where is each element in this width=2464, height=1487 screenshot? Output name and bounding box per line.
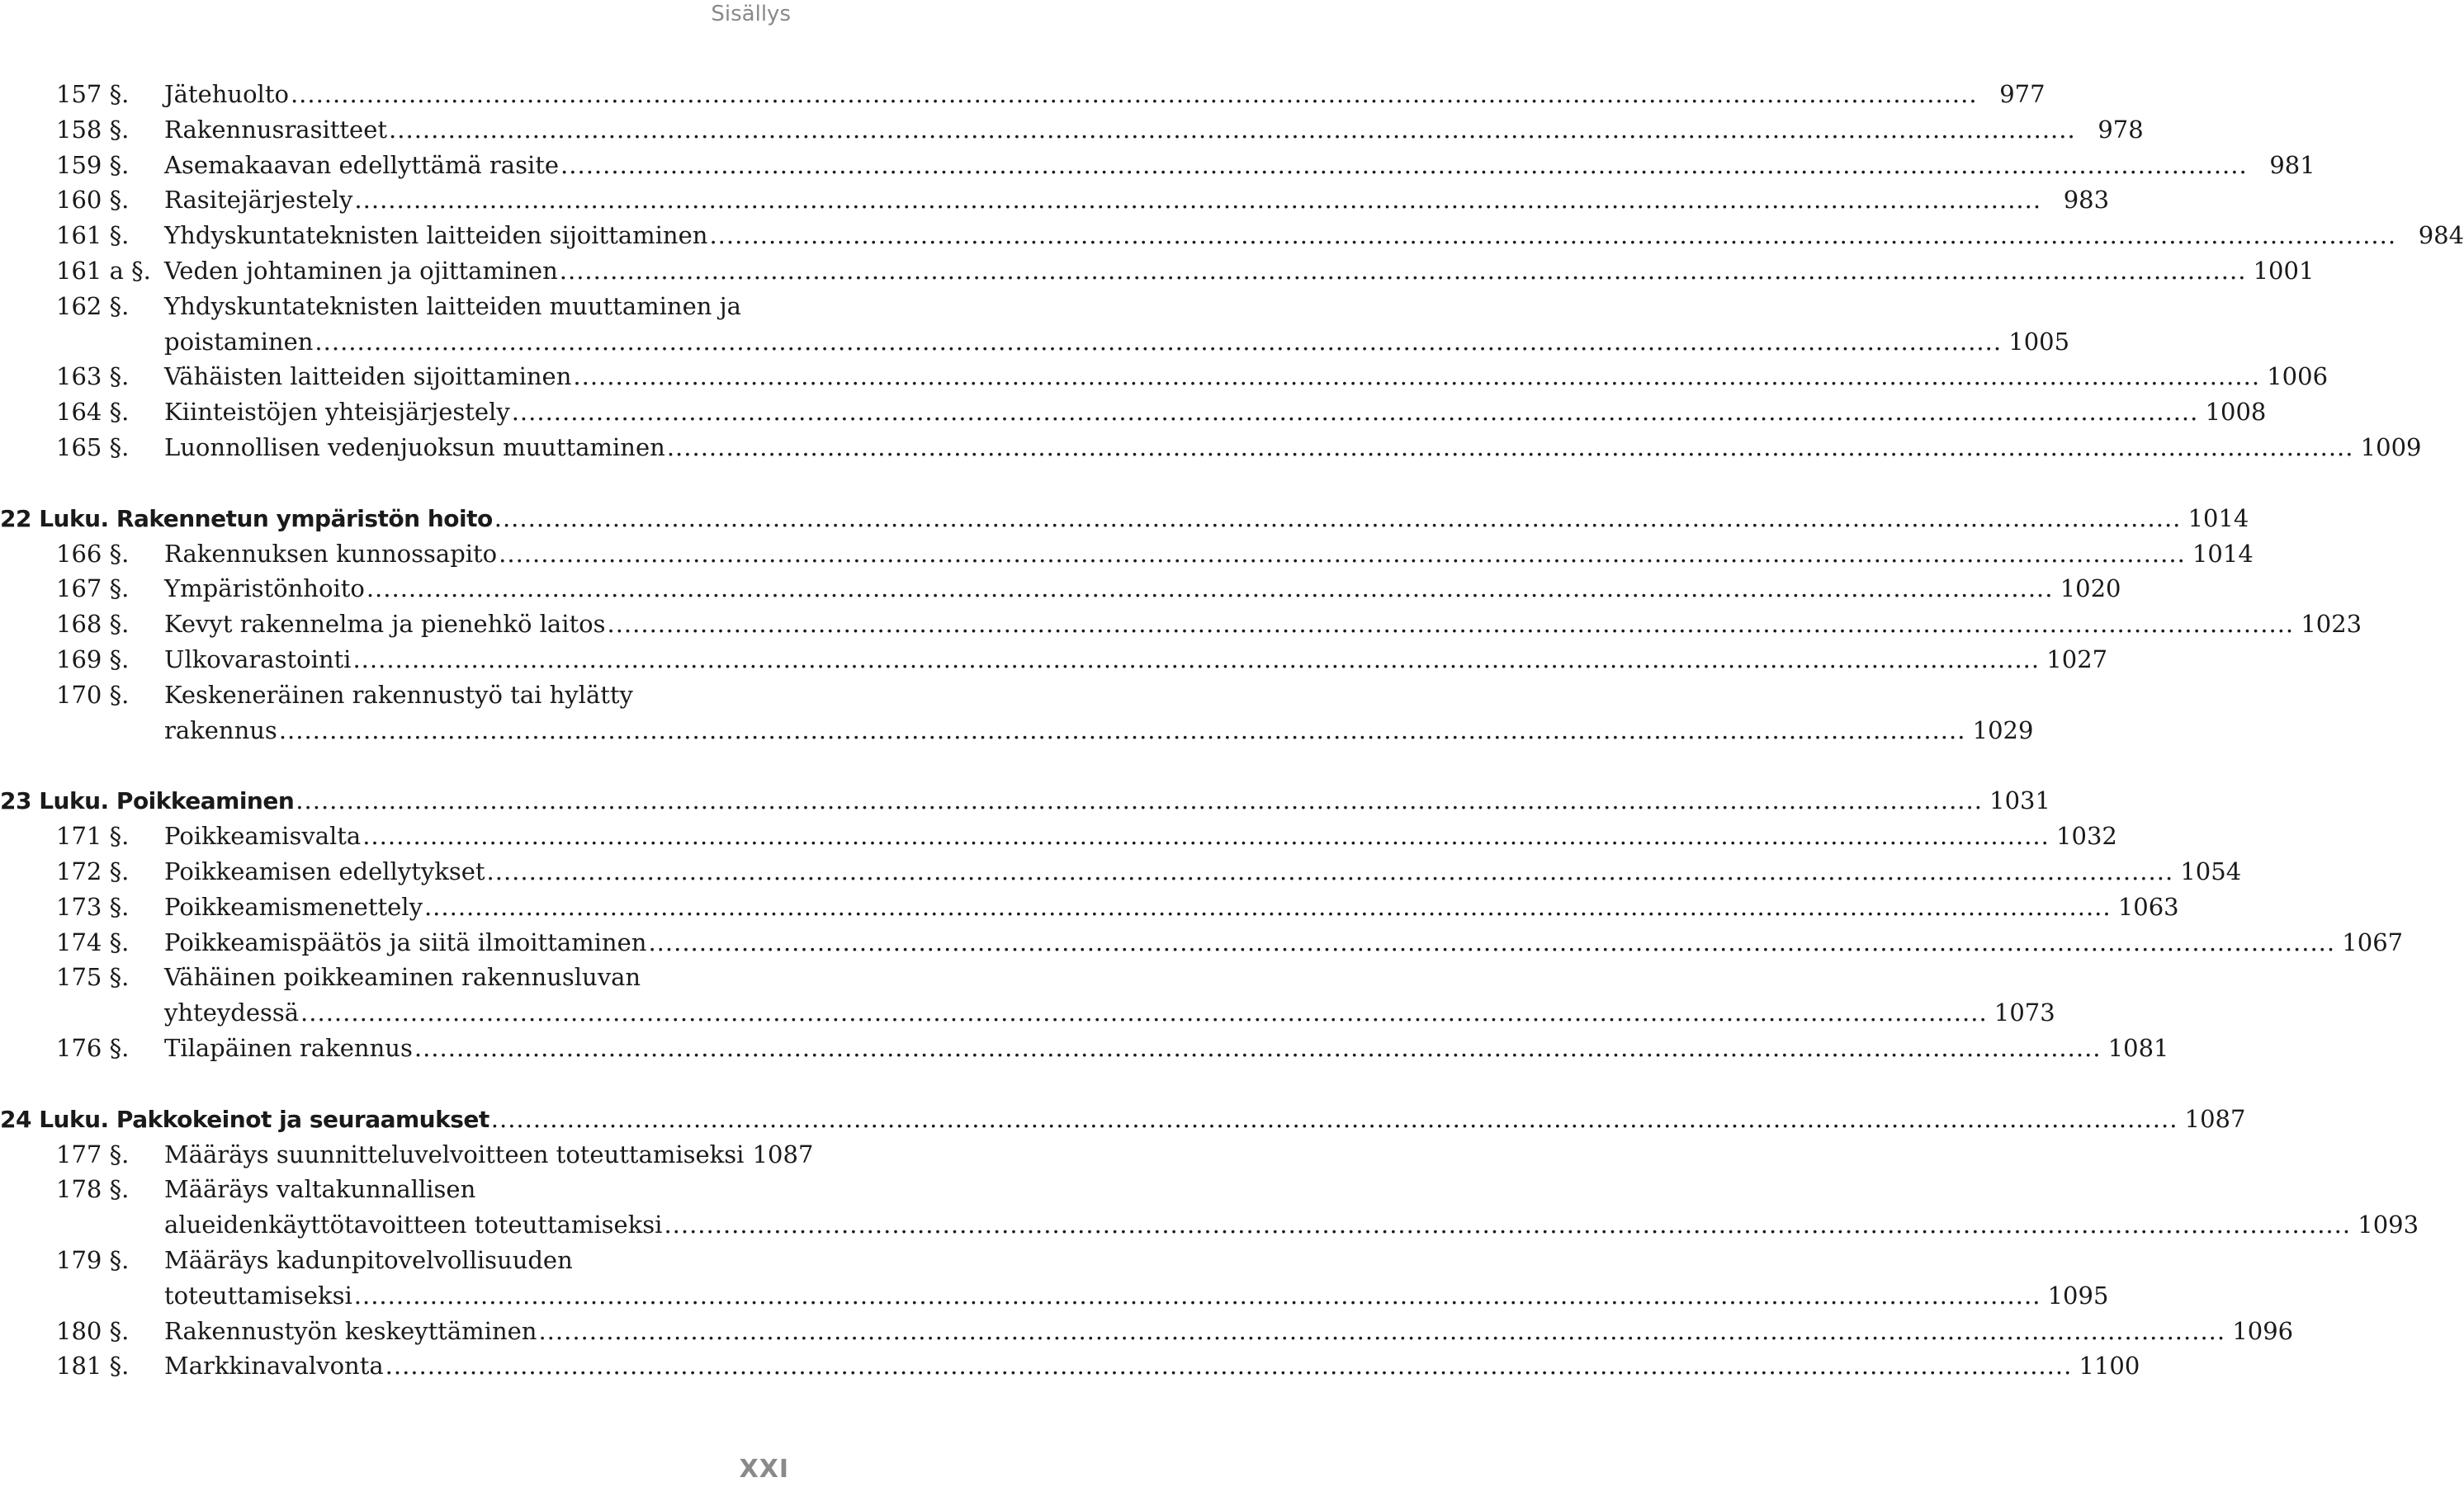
entry-page: 1029 <box>1972 715 2034 744</box>
leader-dots <box>315 324 2002 360</box>
entry-page: 1054 <box>2180 857 2242 885</box>
toc-entry[interactable] <box>0 925 2404 961</box>
section-number: 173 §. <box>56 892 130 921</box>
entry-page: 1087 <box>752 1140 814 1168</box>
entry-title: Ympäristönhoito <box>164 574 365 603</box>
toc-entry[interactable] <box>0 148 2315 183</box>
toc-entry[interactable] <box>0 394 2267 430</box>
leader-dots <box>648 925 2335 961</box>
leader-dots <box>538 1314 2225 1349</box>
section-number: 180 §. <box>56 1316 130 1345</box>
section-number: 171 §. <box>56 822 130 851</box>
entry-title-line1: Määräys kadunpitovelvollisuuden <box>164 1245 573 1274</box>
entry-title: poistaminen <box>164 327 314 356</box>
entry-title: toteuttamiseksi <box>164 1281 352 1310</box>
entry-title: Poikkeamisen edellytykset <box>164 857 485 885</box>
entry-title: Poikkeamisvalta <box>164 822 362 851</box>
leader-dots <box>607 607 2294 642</box>
section-number: 167 §. <box>56 574 130 603</box>
toc-entry-continuation[interactable] <box>0 1278 2109 1314</box>
toc-entry[interactable] <box>0 854 2242 890</box>
toc-entry[interactable] <box>0 1172 792 1207</box>
chapter-heading-24[interactable] <box>0 1102 2246 1137</box>
toc-entry-continuation[interactable] <box>0 324 2070 360</box>
entry-title: Rakennuksen kunnossapito <box>164 539 498 568</box>
section-number: 169 §. <box>56 644 130 673</box>
section-number: 166 §. <box>56 539 130 568</box>
entry-page: 1008 <box>2205 398 2267 427</box>
entry-page: 1073 <box>1993 998 2055 1027</box>
entry-title: Poikkeamispäätös ja siitä ilmoittaminen <box>164 928 647 956</box>
chapter-heading-23[interactable] <box>0 783 2050 819</box>
table-of-contents <box>0 77 2464 1384</box>
entry-title-line1: Määräys valtakunnallisen <box>164 1175 476 1204</box>
section-number: 162 §. <box>56 291 130 320</box>
entry-title: Rakennustyön keskeyttäminen <box>164 1316 537 1345</box>
leader-dots <box>279 713 1966 748</box>
toc-entry[interactable] <box>0 289 792 324</box>
leader-dots <box>389 112 2076 148</box>
entry-page: 978 <box>2097 115 2144 144</box>
entry-page: 1095 <box>2047 1281 2109 1310</box>
leader-dots <box>560 253 2247 289</box>
entry-title: Poikkeamismenettely <box>164 892 423 921</box>
entry-page: 984 <box>2418 221 2464 250</box>
leader-dots <box>573 359 2260 394</box>
leader-dots <box>664 1207 2351 1243</box>
toc-entry[interactable] <box>0 1031 2169 1066</box>
chapter-page: 1087 <box>2184 1104 2246 1133</box>
page-number: XXI <box>739 1455 789 1484</box>
entry-title-line1: Vähäinen poikkeaminen rakennusluvan <box>164 963 641 992</box>
leader-dots <box>296 783 1983 819</box>
leader-dots <box>354 1278 2041 1314</box>
toc-entry[interactable] <box>0 1137 814 1173</box>
leader-dots <box>667 430 2354 465</box>
leader-dots <box>414 1031 2102 1066</box>
entry-page: 1027 <box>2046 644 2108 673</box>
section-gap <box>0 748 792 783</box>
entry-title: Jätehuolto <box>164 80 289 108</box>
section-gap <box>0 465 792 501</box>
toc-entry-continuation[interactable] <box>0 995 2055 1031</box>
toc-entry[interactable] <box>0 890 2179 925</box>
toc-entry[interactable] <box>0 571 2121 607</box>
toc-block-3 <box>0 819 2404 1066</box>
toc-block-1 <box>0 77 2464 465</box>
entry-title: Markkinavalvonta <box>164 1352 384 1381</box>
section-number: 170 §. <box>56 680 130 709</box>
section-number: 176 §. <box>56 1033 130 1062</box>
entry-page: 1005 <box>2008 327 2070 356</box>
entry-title: Kiinteistöjen yhteisjärjestely <box>164 398 510 427</box>
entry-title-line1: Yhdyskuntateknisten laitteiden muuttaminen ja <box>164 291 741 320</box>
section-number: 178 §. <box>56 1175 130 1204</box>
toc-entry[interactable] <box>0 642 2108 677</box>
chapter-page: 1031 <box>1989 786 2050 815</box>
running-header: Sisällys <box>711 2 791 26</box>
chapter-title: 22 Luku. Rakennetun ympäristön hoito <box>0 504 493 532</box>
toc-entry[interactable] <box>0 960 792 995</box>
entry-title: rakennus <box>164 715 277 744</box>
entry-page: 1093 <box>2358 1211 2419 1239</box>
section-number: 179 §. <box>56 1245 130 1274</box>
entry-title: Määräys suunnitteluvelvoitteen toteuttamiseksi <box>164 1140 745 1168</box>
entry-title: Kevyt rakennelma ja pienehkö laitos <box>164 610 606 639</box>
toc-entry[interactable] <box>0 182 2110 218</box>
entry-title: Tilapäinen rakennus <box>164 1033 413 1062</box>
leader-dots <box>512 394 2199 430</box>
leader-dots <box>491 1102 2178 1137</box>
entry-title: Luonnollisen vedenjuoksun muuttaminen <box>164 432 665 461</box>
leader-dots <box>385 1348 2073 1384</box>
toc-block-2 <box>0 536 2362 748</box>
leader-dots <box>424 890 2112 925</box>
leader-dots <box>291 77 1978 112</box>
toc-entry-continuation[interactable] <box>0 713 2034 748</box>
entry-title: Veden johtaminen ja ojittaminen <box>164 256 558 285</box>
entry-title: Vähäisten laitteiden sijoittaminen <box>164 362 572 391</box>
entry-page: 1032 <box>2056 822 2117 851</box>
toc-entry[interactable] <box>0 1314 2294 1349</box>
toc-entry[interactable] <box>0 359 2329 394</box>
section-number: 172 §. <box>56 857 130 885</box>
entry-title: yhteydessä <box>164 998 300 1027</box>
section-gap <box>0 1066 792 1102</box>
section-number: 165 §. <box>56 432 130 461</box>
section-number: 161 a §. <box>56 256 151 285</box>
entry-title: Rakennusrasitteet <box>164 115 388 144</box>
entry-page: 1063 <box>2117 892 2179 921</box>
toc-entry[interactable] <box>0 819 2117 854</box>
toc-entry[interactable] <box>0 1348 2140 1384</box>
chapter-title: 23 Luku. Poikkeaminen <box>0 787 295 815</box>
entry-page: 1096 <box>2232 1316 2294 1345</box>
section-number: 174 §. <box>56 928 130 956</box>
chapter-heading-22[interactable] <box>0 501 2249 536</box>
section-number: 159 §. <box>56 150 130 179</box>
entry-page: 983 <box>2063 186 2110 215</box>
entry-title: alueidenkäyttötavoitteen toteuttamiseksi <box>164 1211 663 1239</box>
entry-page: 981 <box>2269 150 2315 179</box>
leader-dots <box>487 854 2174 890</box>
leader-dots <box>352 642 2040 677</box>
entry-page: 1023 <box>2301 610 2362 639</box>
leader-dots <box>709 218 2396 253</box>
section-number: 175 §. <box>56 963 130 992</box>
section-number: 164 §. <box>56 398 130 427</box>
leader-dots <box>354 182 2041 218</box>
chapter-page: 1014 <box>2187 503 2249 532</box>
section-number: 161 §. <box>56 221 130 250</box>
leader-dots <box>560 148 2248 183</box>
section-number: 181 §. <box>56 1352 130 1381</box>
section-number: 160 §. <box>56 186 130 215</box>
entry-page: 1081 <box>2107 1033 2169 1062</box>
toc-entry[interactable] <box>0 112 2144 148</box>
toc-entry[interactable] <box>0 677 792 713</box>
toc-entry-continuation[interactable] <box>0 1207 2419 1243</box>
leader-dots <box>367 571 2054 607</box>
chapter-title: 24 Luku. Pakkokeinot ja seuraamukset <box>0 1105 489 1133</box>
section-number: 163 §. <box>56 362 130 391</box>
entry-title: Ulkovarastointi <box>164 644 352 673</box>
section-number: 157 §. <box>56 80 130 108</box>
entry-page: 977 <box>1999 80 2045 108</box>
entry-page: 1067 <box>2342 928 2404 956</box>
leader-dots <box>362 819 2050 854</box>
entry-title-line1: Keskeneräinen rakennustyö tai hylätty <box>164 680 633 709</box>
toc-entry[interactable] <box>0 607 2362 642</box>
leader-dots <box>494 501 2182 536</box>
toc-block-4 <box>0 1137 2419 1385</box>
entry-page: 1020 <box>2060 574 2121 603</box>
toc-entry[interactable] <box>0 1243 792 1278</box>
toc-entry[interactable] <box>0 77 2045 112</box>
entry-page: 1001 <box>2253 256 2315 285</box>
toc-entry[interactable] <box>0 536 2254 572</box>
entry-page: 1014 <box>2192 539 2254 568</box>
toc-entry[interactable] <box>0 218 2464 253</box>
entry-page: 1009 <box>2360 432 2422 461</box>
leader-dots <box>499 536 2186 572</box>
toc-entry[interactable] <box>0 253 2315 289</box>
entry-page: 1006 <box>2267 362 2329 391</box>
section-number: 177 §. <box>56 1140 130 1168</box>
entry-title: Rasitejärjestely <box>164 186 353 215</box>
section-number: 158 §. <box>56 115 130 144</box>
entry-page: 1100 <box>2079 1352 2140 1381</box>
entry-title: Asemakaavan edellyttämä rasite <box>164 150 560 179</box>
entry-title: Yhdyskuntateknisten laitteiden sijoittaminen <box>164 221 708 250</box>
leader-dots <box>300 995 1988 1031</box>
toc-entry[interactable] <box>0 430 2422 465</box>
section-number: 168 §. <box>56 610 130 639</box>
